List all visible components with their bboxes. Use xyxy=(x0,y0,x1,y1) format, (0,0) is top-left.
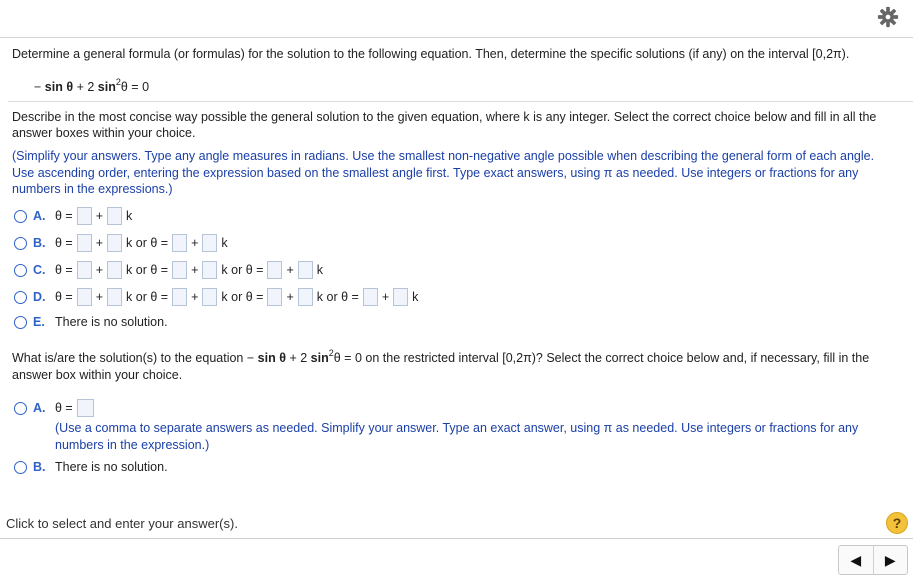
answer-box[interactable] xyxy=(77,261,92,279)
choice-b-letter: B. xyxy=(33,236,46,250)
answer-box[interactable] xyxy=(298,261,313,279)
answer-box[interactable] xyxy=(298,288,313,306)
radio-d[interactable] xyxy=(14,291,27,304)
choice-c[interactable] xyxy=(14,260,325,280)
answer-box[interactable] xyxy=(77,288,92,306)
part2-question xyxy=(12,345,897,384)
part1-note: (Simplify your answers. Type any angle measures in radians. Use the smallest non-negative angle possible when describing the general form of each angle. Use ascending order, entering the expression based on the smallest angle first. Type exact answers, using π as needed. Use integers or fractions for any numbers in the expressions.) xyxy=(12,149,875,196)
equation-term2: sin xyxy=(97,80,116,94)
theta-label: θ = xyxy=(55,401,73,415)
choice-b[interactable] xyxy=(14,233,230,253)
plus-sign: + xyxy=(286,263,294,277)
answer-box[interactable] xyxy=(77,234,92,252)
status-text: Click to select and enter your answer(s). xyxy=(6,516,238,531)
k-or-label: k or θ = xyxy=(221,263,264,277)
equation-term1: sin θ xyxy=(44,80,74,94)
radio-e[interactable] xyxy=(14,316,27,329)
navigation-controls xyxy=(838,545,908,575)
theta-label: θ = xyxy=(55,236,73,250)
choice-c-letter: C. xyxy=(33,263,46,277)
equation-exponent: 2 xyxy=(115,77,121,87)
answer-box[interactable] xyxy=(202,234,217,252)
answer-box[interactable] xyxy=(107,288,122,306)
equation-exponent: 2 xyxy=(328,348,334,358)
theta-label: θ = xyxy=(55,290,73,304)
part2-choice-a[interactable] xyxy=(14,398,96,418)
next-button[interactable]: ▶ xyxy=(884,551,896,568)
no-solution-label: There is no solution. xyxy=(55,460,168,474)
equation-term2: sin xyxy=(310,351,329,365)
part2-note: (Use a comma to separate answers as needed. Simplify your answer. Type an exact answer, using π as needed. Use integers or fractions for any numbers in the expression.) xyxy=(55,421,859,452)
radio-part2-b[interactable] xyxy=(14,461,27,474)
k-label: k xyxy=(412,290,419,304)
radio-a[interactable] xyxy=(14,210,27,223)
k-or-label: k or θ = xyxy=(126,290,169,304)
footer-divider xyxy=(0,538,913,539)
top-divider xyxy=(0,37,913,38)
equation-plus: + 2 xyxy=(76,80,95,94)
prev-button[interactable]: ◀ xyxy=(839,546,874,574)
equation-rest: θ = 0 xyxy=(333,351,362,365)
k-or-label: k or θ = xyxy=(316,290,359,304)
plus-sign: + xyxy=(95,209,104,223)
choice-d-letter: D. xyxy=(33,290,46,304)
theta-label: θ = xyxy=(55,209,73,223)
part2-choice-b-letter: B. xyxy=(33,460,46,474)
k-or-label: k or θ = xyxy=(126,263,169,277)
plus-sign: + xyxy=(381,290,390,304)
equation-minus: − xyxy=(246,351,255,365)
answer-box[interactable] xyxy=(107,234,122,252)
k-label: k xyxy=(316,263,324,277)
plus-sign: + xyxy=(95,290,104,304)
gear-icon[interactable] xyxy=(877,6,899,28)
equation-minus: − xyxy=(34,80,42,94)
answer-box[interactable] xyxy=(267,261,282,279)
part2-choice-b[interactable] xyxy=(14,457,170,477)
equation-plus: + 2 xyxy=(289,351,308,365)
answer-box[interactable] xyxy=(107,207,122,225)
answer-box[interactable] xyxy=(202,261,217,279)
answer-box[interactable] xyxy=(172,288,187,306)
k-label: k xyxy=(221,236,228,250)
equation-term1: sin θ xyxy=(257,351,286,365)
choice-a-letter: A. xyxy=(33,209,46,223)
answer-box[interactable] xyxy=(202,288,217,306)
answer-box[interactable] xyxy=(172,234,187,252)
plus-sign: + xyxy=(286,290,294,304)
answer-box[interactable] xyxy=(77,399,94,417)
answer-box[interactable] xyxy=(172,261,187,279)
equation-rest: θ = 0 xyxy=(120,80,150,94)
part1-description: Describe in the most concise way possible the general solution to the given equation, where k is any integer. Select the correct choice below and fill in all the answer boxes within your choice. xyxy=(12,110,877,140)
answer-box[interactable] xyxy=(107,261,122,279)
radio-part2-a[interactable] xyxy=(14,402,27,415)
part2-prefix: What is/are the solution(s) to the equation xyxy=(12,351,244,365)
k-or-label: k or θ = xyxy=(221,290,264,304)
plus-sign: + xyxy=(95,263,104,277)
part2-suffix: on the restricted interval [0,2π)? Select the correct choice below and, if necessary, fill in the answer box within your choice. xyxy=(12,351,870,382)
choice-d[interactable] xyxy=(14,287,420,307)
plus-sign: + xyxy=(191,263,199,277)
k-or-label: k or θ = xyxy=(126,236,169,250)
radio-c[interactable] xyxy=(14,264,27,277)
k-label: k xyxy=(126,209,133,223)
help-icon[interactable]: ? xyxy=(886,512,908,534)
answer-box[interactable] xyxy=(363,288,378,306)
choice-e[interactable] xyxy=(14,312,170,332)
plus-sign: + xyxy=(95,236,104,250)
plus-sign: + xyxy=(191,290,199,304)
radio-b[interactable] xyxy=(14,237,27,250)
answer-box[interactable] xyxy=(393,288,408,306)
theta-label: θ = xyxy=(55,263,73,277)
answer-box[interactable] xyxy=(77,207,92,225)
no-solution-label: There is no solution. xyxy=(55,315,168,329)
part2-choice-a-letter: A. xyxy=(33,401,46,415)
equation xyxy=(34,77,149,94)
question-prompt: Determine a general formula (or formulas) for the solution to the following equation. Then, determine the specific solutions (if any) on the interval [0,2π). xyxy=(12,47,850,61)
answer-box[interactable] xyxy=(267,288,282,306)
choice-a[interactable] xyxy=(14,206,134,226)
choice-e-letter: E. xyxy=(33,315,45,329)
section-divider xyxy=(8,101,913,102)
plus-sign: + xyxy=(191,236,199,250)
